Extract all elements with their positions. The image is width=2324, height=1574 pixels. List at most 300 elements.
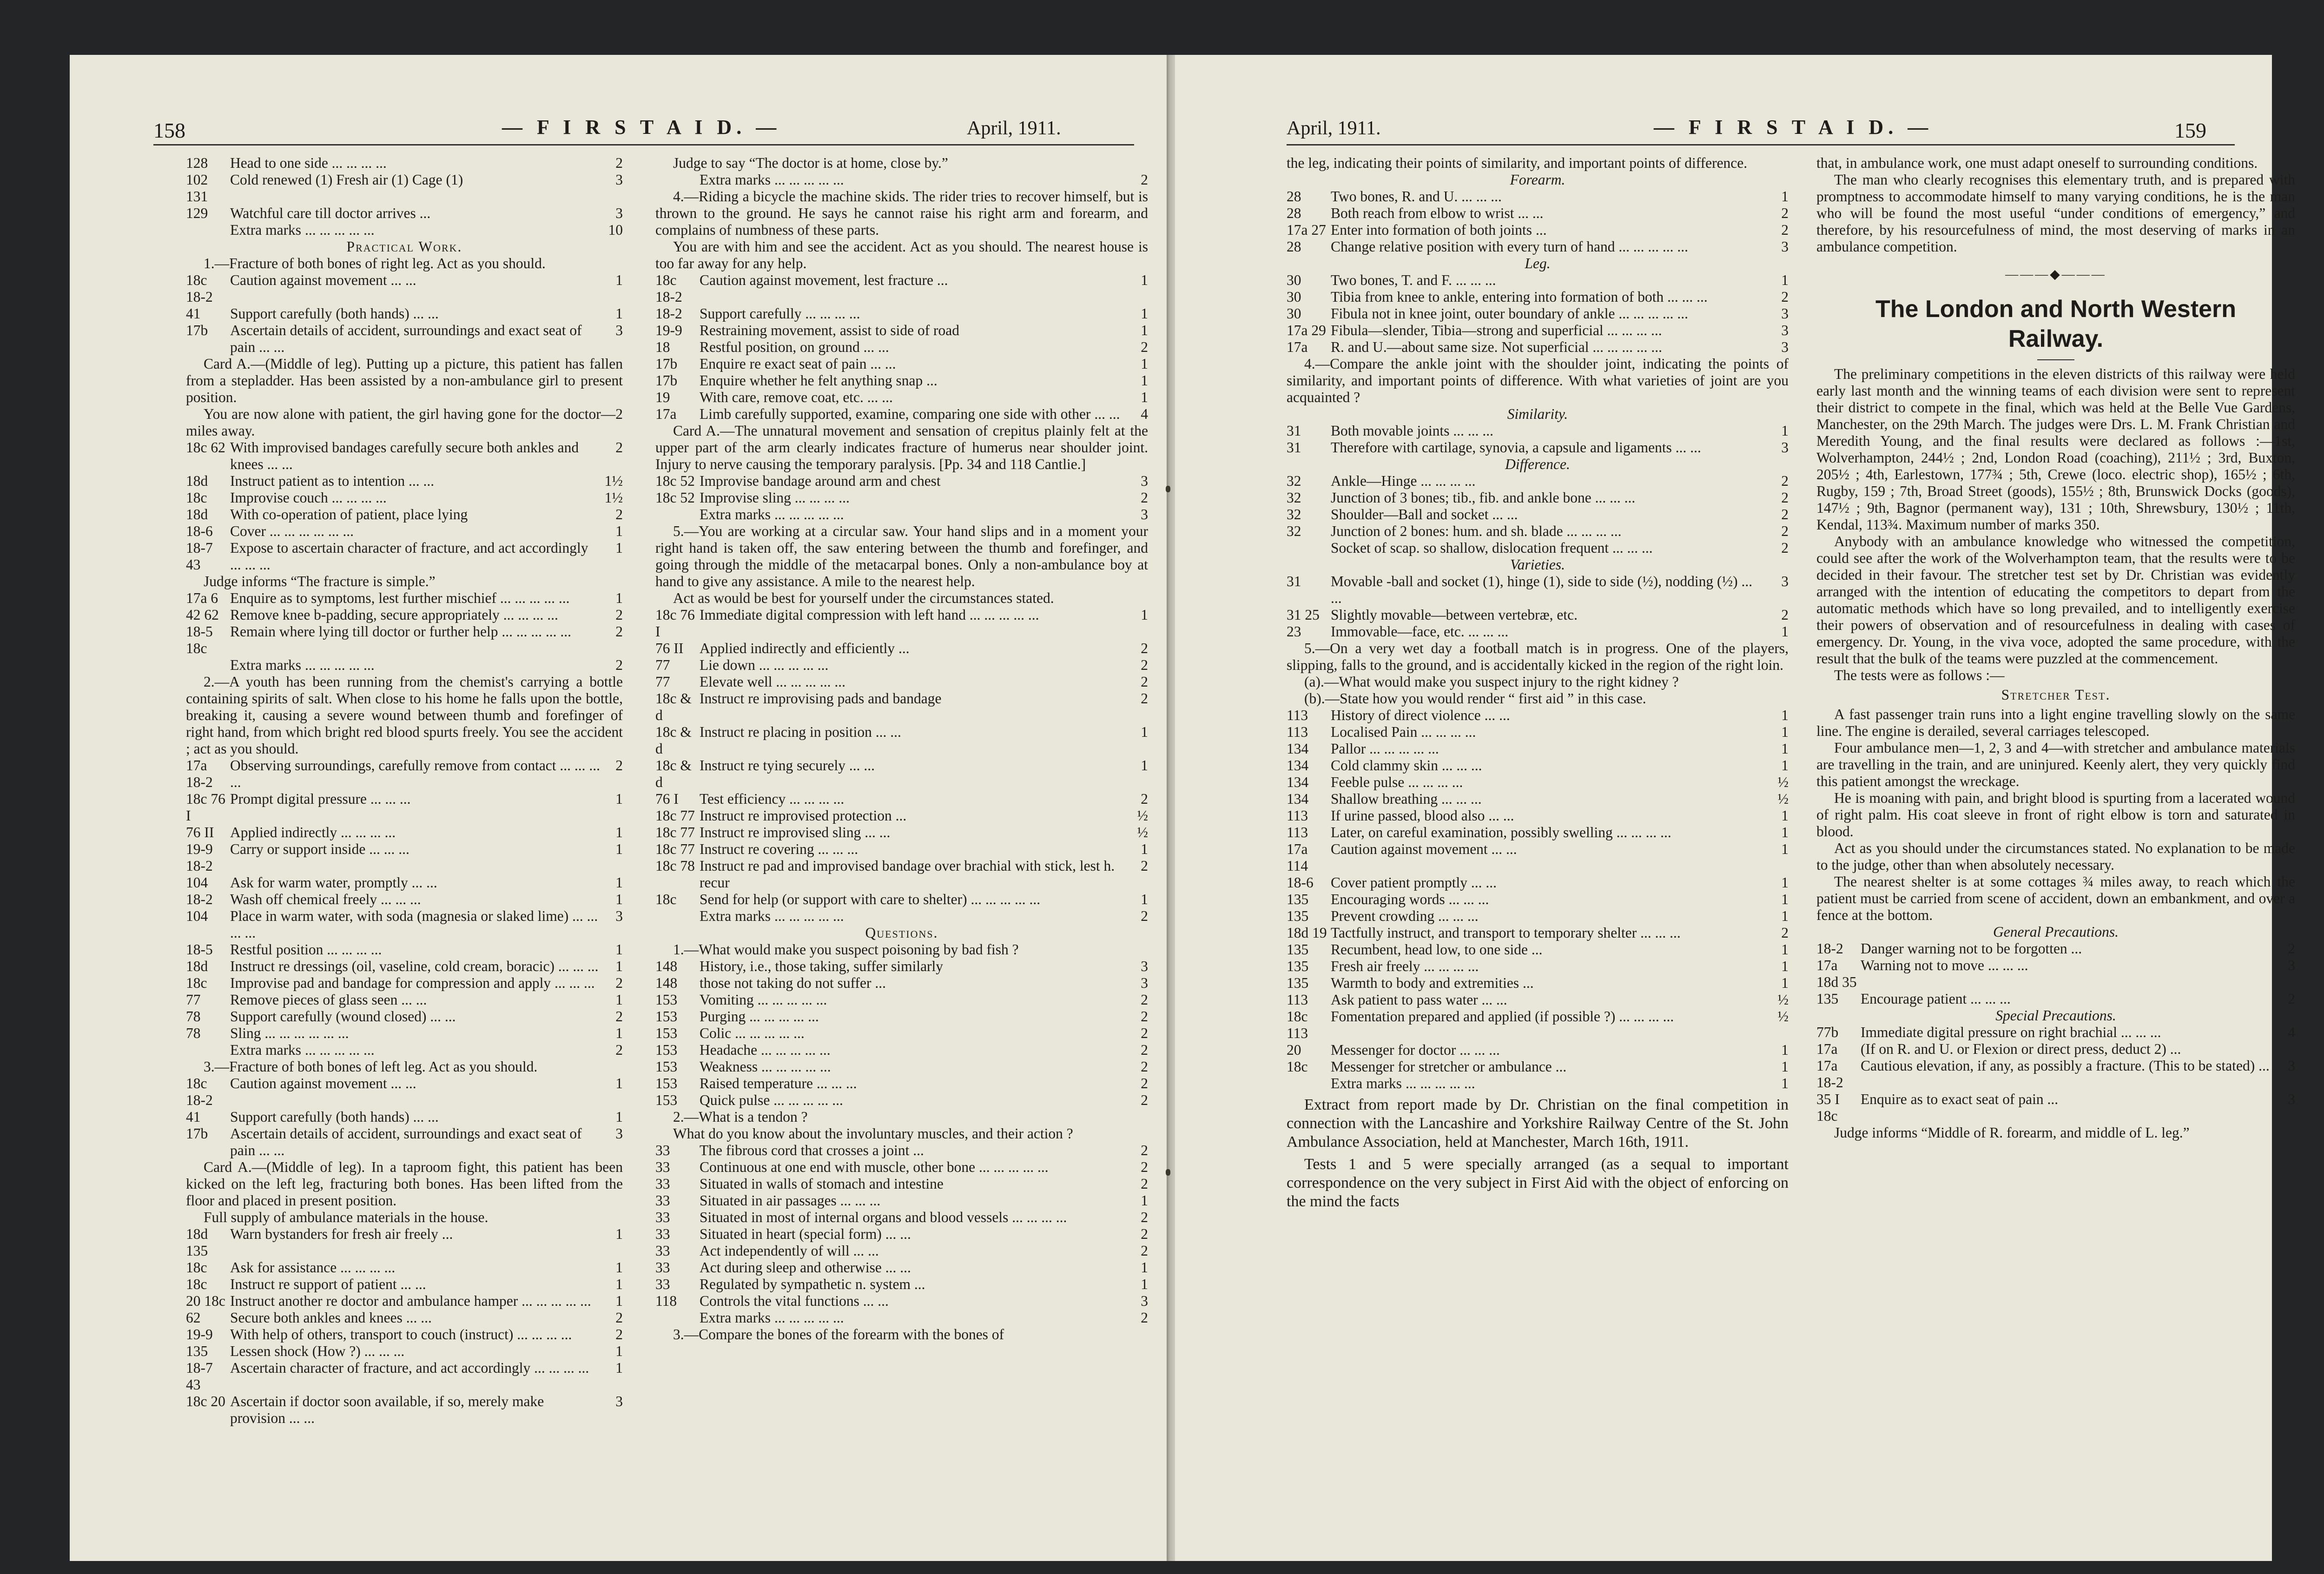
marking-description: Ascertain character of fracture, and act accordingly ... ... ... ... (230, 1360, 589, 1376)
reference-code: 17b (655, 356, 678, 372)
reference-code: 18c 18-2 (655, 272, 682, 305)
stretcher-paragraph: A fast passenger train runs into a light engine travelling slowly on the same line. The engine is derailed, several carriages telescoped. (1816, 706, 2295, 739)
reference-code: 32 (1287, 506, 1301, 522)
reference-code: 18-2 (186, 891, 213, 907)
marking-description: Immediate digital compression with left hand ... ... ... ... ... (700, 607, 1039, 623)
marks-value: 1 (1141, 372, 1148, 389)
marking-description: Fomentation prepared and applied (if possible ?) ... ... ... ... (1331, 1008, 1674, 1025)
marking-row (655, 674, 1148, 690)
marks-value: 1 (1781, 623, 1789, 640)
marks-value: 2 (1781, 523, 1789, 539)
marks-value: 2 (1141, 1176, 1148, 1192)
marking-description: Cautious elevation, if any, as possibly a fracture. (This to be stated) ... (1861, 1058, 2270, 1074)
marking-description: Extra marks ... ... ... ... ... (1331, 1075, 1475, 1091)
marking-description: Encourage patient ... ... ... (1861, 991, 2011, 1007)
marks-value: 2 (615, 1309, 623, 1326)
marks-value: 1 (615, 523, 623, 539)
marks-value: ½ (1137, 824, 1148, 840)
marking-row (186, 958, 623, 975)
marks-value: 2 (1781, 289, 1789, 305)
marks-value: 2 (1781, 607, 1789, 623)
marking-description: Restful position, on ground ... ... (700, 339, 889, 355)
marks-value: 1 (1781, 1058, 1789, 1075)
marks-value: ½ (1777, 774, 1789, 790)
marking-row (186, 1259, 623, 1276)
marking-row (1287, 188, 1789, 205)
reference-code: 18d (186, 473, 208, 489)
marking-description: Remain where lying till doctor or further help ... ... ... ... ... (230, 623, 571, 640)
right-column-1 (1287, 155, 1789, 1211)
reference-code: 18 (655, 339, 670, 355)
marks-value: 1 (1141, 322, 1148, 338)
marks-value: 2 (1141, 1025, 1148, 1041)
reference-code: 62 (186, 1309, 201, 1326)
reference-code: 33 (655, 1192, 670, 1209)
marking-row (186, 1309, 623, 1326)
marks-value: 2 (1141, 172, 1148, 188)
marking-description: Continuous at one end with muscle, other bone ... ... ... ... ... (700, 1159, 1049, 1175)
marking-description: Watchful care till doctor arrives ... (230, 205, 431, 221)
marking-row (1287, 489, 1789, 506)
report-paragraph: Tests 1 and 5 were specially arranged (as a sequal to important correspondence on the very subject in First Aid with the object of enforcing on the mind the facts (1287, 1156, 1789, 1210)
marking-row (1287, 305, 1789, 322)
marking-description: Shoulder—Ball and socket ... ... (1331, 506, 1518, 522)
marks-value: 1 (1781, 741, 1789, 757)
marking-description: With co-operation of patient, place lying (230, 506, 468, 522)
marks-value: 3 (1781, 339, 1789, 355)
marking-description: Localised Pain ... ... ... ... (1331, 724, 1476, 740)
reference-code: 18c 76 I (186, 791, 225, 824)
marks-value: 1 (1781, 724, 1789, 740)
marking-description: Caution against movement ... ... (230, 272, 416, 288)
marking-row (186, 1360, 623, 1393)
marking-description: Weakness ... ... ... ... ... (700, 1058, 831, 1075)
marking-description: Instruct re improvising pads and bandage (700, 690, 942, 707)
marks-value: 1 (615, 958, 623, 974)
marks-value: 2 (1141, 1075, 1148, 1091)
marking-description: Danger warning not to be forgotten ... (1861, 940, 2082, 957)
marking-row (1287, 473, 1789, 489)
marking-description: Enter into formation of both joints ... (1331, 222, 1547, 238)
marking-row (186, 590, 623, 607)
marks-value: 2 (1141, 992, 1148, 1008)
marking-row (186, 222, 623, 238)
marks-value: 1 (615, 1109, 623, 1125)
reference-code: 30 (1287, 289, 1301, 305)
special-precautions-list (1816, 1024, 2295, 1124)
marking-description: Warning not to move ... ... ... (1861, 957, 2028, 973)
reference-code: 19-9 (655, 322, 682, 338)
marks-value: 1 (1781, 824, 1789, 840)
marking-row (1287, 992, 1789, 1008)
reference-code: 134 (1287, 791, 1309, 807)
marks-value: 2 (1781, 205, 1789, 221)
marks-value: 1 (615, 1293, 623, 1309)
marking-row (655, 807, 1148, 824)
reference-code: 118 (655, 1293, 677, 1309)
marking-description: Immediate digital pressure on right brachial ... ... ... (1861, 1024, 2161, 1040)
marking-row (1287, 1042, 1789, 1058)
reference-code: 30 (1287, 305, 1301, 322)
reference-code: 18c (186, 1259, 207, 1276)
marks-value: 2 (1781, 506, 1789, 522)
marking-row (1287, 841, 1789, 874)
reference-code: 32 (1287, 489, 1301, 506)
reference-code: 19-9 18-2 (186, 841, 213, 874)
marking-row (655, 1075, 1148, 1092)
marking-description: Cold renewed (1) Fresh air (1) Cage (1) (230, 172, 463, 188)
marking-description: With help of others, transport to couch (instruct) ... ... ... ... (230, 1326, 572, 1343)
reference-code: 135 (1816, 991, 1839, 1007)
marking-description: Extra marks ... ... ... ... ... (230, 1042, 375, 1058)
marking-description: Test efficiency ... ... ... ... (700, 791, 845, 807)
reference-code: 20 (1287, 1042, 1301, 1058)
marking-description: Support carefully (both hands) ... ... (230, 305, 439, 322)
paragraph: 1.—Fracture of both bones of right leg. Act as you should. (204, 255, 546, 271)
reference-code (186, 1042, 230, 1058)
marking-row (186, 1393, 623, 1427)
marking-description: Ankle—Hinge ... ... ... ... (1331, 473, 1476, 489)
marks-value: 1 (1781, 188, 1789, 205)
reference-code: 153 (655, 1042, 678, 1058)
marks-value: 2 (2288, 940, 2295, 957)
stretcher-paragraph: He is moaning with pain, and bright blood is spurting from a lacerated wound of right palm. His coat sleeve in front of right elbow is torn and saturated in blood. (1816, 790, 2295, 840)
reference-code: 77b (1816, 1024, 1839, 1040)
marking-row (1287, 506, 1789, 523)
marks-value: 1 (1141, 356, 1148, 372)
marks-value: 1 (1781, 757, 1789, 774)
reference-code: 113 (1287, 992, 1308, 1008)
marks-value: 2 (1781, 540, 1789, 556)
marking-description: Warn bystanders for fresh air freely ... (230, 1226, 453, 1242)
reference-code: 76 I (655, 791, 679, 807)
marking-row (1287, 807, 1789, 824)
reference-code: 41 (186, 1109, 201, 1125)
marking-description: History, i.e., those taking, suffer similarly (700, 958, 944, 974)
marks-value: 2 (615, 155, 623, 171)
marking-description: Instruct re tying securely ... ... (700, 757, 875, 774)
reference-code: 18c (1287, 1058, 1308, 1075)
reference-code: 148 (655, 958, 678, 974)
marking-description: Quick pulse ... ... ... ... ... (700, 1092, 843, 1108)
marking-description: Restraining movement, assist to side of road (700, 322, 960, 338)
article-paragraph: The preliminary competitions in the eleven districts of this railway were held early last month and the winning teams of each division were sent to represent their district to compete in the final, which was held at the Belle Vue Gardens, Manchester, on the 29th March. The judges were Drs. L. M. Frank Christian and Meredith Young, and the final results were declared as follows :—1st, Wolverhampton, 244½ ; 2nd, London Road (coaching), 211½ ; 3rd, Buxton, 205½ ; 4th, Earlestown, 177¾ ; 5th, Crewe (loco. electric shop), 165½ ; 6th, Rugby, 159 ; 7th, Broad Street (goods), 155½ ; 8th, Brunswick Docks (goods), 147½ ; 9th, Bagnor (permanent way), 131 ; 10th, Shrewsbury, 130½ ; 11th, Kendal, 113¾. Maximum number of marks 350. (1816, 366, 2295, 533)
marks-value: 10 (608, 222, 623, 238)
reference-code: 104 (186, 874, 208, 891)
marking-description: Prompt digital pressure ... ... ... (230, 791, 411, 807)
marking-description: Ascertain if doctor soon available, if so, merely make provision ... ... (230, 1393, 544, 1426)
marking-description: Vomiting ... ... ... ... ... (700, 992, 827, 1008)
marking-row (655, 1092, 1148, 1109)
marking-description: Act independently of will ... ... (700, 1243, 879, 1259)
reference-code: 135 (1287, 891, 1309, 907)
reference-code (186, 222, 230, 238)
marks-value: 1 (615, 272, 623, 288)
marking-row (655, 791, 1148, 807)
reference-code: 18c (186, 489, 207, 506)
marks-value: 3 (1141, 473, 1148, 489)
marking-row (186, 540, 623, 573)
marks-value: 3 (1781, 322, 1789, 338)
marking-row (655, 690, 1148, 724)
marking-description: Caution against movement ... ... (1331, 841, 1517, 857)
marking-row (1287, 607, 1789, 623)
reference-code: 17a (655, 406, 677, 422)
reference-code: 17b (186, 322, 208, 338)
marking-row (655, 824, 1148, 841)
marking-description: Caution against movement, lest fracture ... (700, 272, 948, 288)
marks-value: 3 (1781, 573, 1789, 589)
marks-value: 1 (615, 1025, 623, 1041)
marking-description: Socket of scap. so shallow, dislocation frequent ... ... ... (1331, 540, 1653, 556)
marks-value: 3 (615, 205, 623, 221)
marking-row (1287, 707, 1789, 724)
marking-description: Messenger for stretcher or ambulance ... (1331, 1058, 1567, 1075)
marking-row (1287, 908, 1789, 925)
marking-row (186, 607, 623, 623)
marks-value: 1 (615, 305, 623, 322)
marks-value: 1 (1781, 891, 1789, 907)
reference-code: 33 (655, 1276, 670, 1292)
reference-code: 18-6 (186, 523, 213, 539)
marking-description: Head to one side ... ... ... ... (230, 155, 387, 171)
marks-value: 1 (615, 590, 623, 606)
marking-row (655, 1058, 1148, 1075)
reference-code: 113 (1287, 724, 1308, 740)
marking-row (655, 506, 1148, 523)
marks-value: 1 (1781, 958, 1789, 974)
reference-code: 78 (186, 1008, 201, 1025)
marking-row (1287, 824, 1789, 841)
marks-value: 3 (2288, 957, 2295, 973)
marking-row (1287, 975, 1789, 992)
closing-note: Judge informs “Middle of R. forearm, and middle of L. leg.” (1834, 1124, 2190, 1141)
marking-row (186, 1276, 623, 1293)
marking-description: Ask for assistance ... ... ... ... (230, 1259, 396, 1276)
marking-description: Change relative position with every turn of hand ... ... ... ... ... (1331, 238, 1688, 255)
reference-code: 18c 52 (655, 489, 695, 506)
reference-code: 135 (186, 1343, 208, 1359)
paragraph: 3.—Fracture of both bones of left leg. Act as you should. (204, 1058, 538, 1075)
paragraph: 5.—On a very wet day a football match is in progress. One of the players, slipping, falls to the ground, and is accidentally kicked in the region of the right loin. (1287, 640, 1789, 673)
marking-row (655, 1142, 1148, 1159)
marking-description: Tibia from knee to ankle, entering into formation of both ... ... ... (1331, 289, 1708, 305)
marks-value: 2 (1781, 222, 1789, 238)
reference-code (655, 1309, 700, 1326)
marking-row (655, 607, 1148, 640)
reference-code: 102 131 (186, 172, 208, 205)
marking-description: Restful position ... ... ... ... (230, 941, 382, 958)
reference-code: 31 25 (1287, 607, 1320, 623)
marking-row (1287, 941, 1789, 958)
marks-value: 1 (1781, 1075, 1789, 1091)
subheading: Forearm. (1510, 172, 1565, 188)
subheading: Leg. (1525, 255, 1551, 271)
running-title: — F I R S T A I D. — (502, 116, 781, 139)
subheading: Varieties. (1510, 556, 1565, 573)
reference-code: 113 (1287, 824, 1308, 840)
reference-code: 41 (186, 305, 201, 322)
marking-row (1816, 991, 2295, 1007)
marking-description: Situated in heart (special form) ... ... (700, 1226, 911, 1242)
marking-description: Expose to ascertain character of fracture, and act accordingly ... ... ... (230, 540, 588, 573)
marking-description: Situated in most of internal organs and blood vessels ... ... ... ... (700, 1209, 1067, 1225)
marking-row (186, 439, 623, 473)
marking-description: Send for help (or support with care to shelter) ... ... ... ... ... (700, 891, 1041, 907)
marking-row (655, 1176, 1148, 1192)
marks-value: ½ (1137, 807, 1148, 824)
marks-value: 2 (615, 657, 623, 673)
marking-description: Applied indirectly ... ... ... ... (230, 824, 396, 840)
marking-row (655, 891, 1148, 908)
reference-code (186, 657, 230, 674)
marks-value: 2 (1141, 690, 1148, 707)
marking-description: Purging ... ... ... ... ... (700, 1008, 819, 1025)
marks-value: 1½ (604, 473, 623, 489)
general-precautions-heading: General Precautions. (1993, 924, 2119, 940)
reference-code: 18c 77 (655, 824, 695, 840)
paragraph: 2.—A youth has been running from the chemist's carrying a bottle containing spirits of salt. When close to his home he falls upon the bottle, breaking it, causing a severe wound between thumb and forefinger of right hand, from which bright red blood spurts freely. You see the accident ; act as you should. (186, 674, 623, 757)
special-precautions-heading: Special Precautions. (1995, 1007, 2116, 1024)
reference-code: 17a 29 (1287, 322, 1326, 338)
marks-value: 2 (1141, 791, 1148, 807)
marking-description: Enquire re exact seat of pain ... ... (700, 356, 896, 372)
marking-row (1287, 1075, 1789, 1092)
left-column-2 (655, 155, 1148, 1343)
reference-code: 42 62 (186, 607, 219, 623)
reference-code: 17a 18-2 (1816, 1058, 1843, 1091)
marks-value: 1 (615, 1276, 623, 1292)
marking-row (1816, 957, 2295, 991)
reference-code (1287, 1075, 1331, 1092)
paragraph: 4.—Riding a bicycle the machine skids. The rider tries to recover himself, but is thrown to the ground. He says he cannot raise his right arm and forearm, and complains of numbness of these parts. (655, 188, 1148, 238)
marks-value: 1 (1781, 908, 1789, 924)
marking-row (1287, 741, 1789, 757)
marking-row (1816, 940, 2295, 957)
marking-description: Recumbent, head low, to one side ... (1331, 941, 1543, 958)
marking-description: (If on R. and U. or Flexion or direct press, deduct 2) ... (1861, 1041, 2181, 1057)
marking-row (655, 1042, 1148, 1058)
marking-description: Remove pieces of glass seen ... ... (230, 992, 427, 1008)
paragraph: 3.—Compare the bones of the forearm with the bones of (673, 1326, 1004, 1343)
reference-code: 17a 114 (1287, 841, 1308, 874)
reference-code: 17a 18-2 (186, 757, 213, 790)
marking-row (186, 1042, 623, 1058)
marking-row (655, 1226, 1148, 1243)
marks-value: 1 (1781, 941, 1789, 958)
marking-row (186, 1109, 623, 1125)
article-paragraph: Anybody with an ambulance knowledge who witnessed the competition, could see after the work of the Wolverhampton team, that the results were to be decided in their favour. The stretcher test set by Dr. Christian was evidently arranged with the intention of educating the competitors to depart from the automatic methods which have so long prevailed, and to intelligently exercise their powers of observation and of resourcefulness in dealing with cases of emergency. Dr. Young, in the viva voce, adopted the same procedure, with the result that the bulk of the teams were puzzled at the commencement. (1816, 533, 2295, 667)
marking-row (186, 1025, 623, 1042)
marks-value: 1 (1141, 272, 1148, 288)
marking-description: Both movable joints ... ... ... (1331, 423, 1493, 439)
marks-value: 2 (1141, 489, 1148, 506)
reference-code: 18c (186, 975, 207, 991)
intro-paragraph: The man who clearly recognises this elementary truth, and is prepared with promptness to accommodate himself to many varying conditions, he is the man who will be found the most useful “under conditions of emergency,” and therefore, by his resourcefulness of mind, the most deserving of marks in an ambulance competition. (1816, 172, 2295, 255)
reference-code: 17a 27 (1287, 222, 1326, 238)
reference-code: 134 (1287, 741, 1309, 757)
marks-value: 1 (1141, 757, 1148, 774)
reference-code: 33 (655, 1142, 670, 1158)
marking-description: Situated in air passages ... ... ... (700, 1192, 881, 1209)
marking-row (186, 1293, 623, 1309)
marking-description: If urine passed, blood also ... ... (1331, 807, 1514, 824)
marking-row (186, 322, 623, 356)
marking-row (655, 841, 1148, 858)
marks-value: 2 (1141, 1226, 1148, 1242)
marking-description: Fibula—slender, Tibia—strong and superficial ... ... ... ... (1331, 322, 1662, 338)
marking-row (186, 1125, 623, 1159)
marks-value: 2 (1141, 657, 1148, 673)
reference-code: 18-2 (1816, 940, 1843, 957)
reference-code: 17a 6 (186, 590, 218, 606)
marks-value: 1 (1781, 841, 1789, 857)
reference-code: 18c 76 I (655, 607, 695, 640)
marking-description: Colic ... ... ... ... ... (700, 1025, 805, 1041)
reference-code: 17b (655, 372, 678, 389)
marking-description: Carry or support inside ... ... ... (230, 841, 409, 857)
marking-description: Support carefully (wound closed) ... ... (230, 1008, 456, 1025)
marks-value: 1 (1141, 1259, 1148, 1276)
reference-code: 18c & d (655, 690, 692, 723)
general-precautions-list (1816, 940, 2295, 1007)
marks-value: 2 (1141, 858, 1148, 874)
marking-description: Ask patient to pass water ... ... (1331, 992, 1507, 1008)
marking-description: Fresh air freely ... ... ... ... (1331, 958, 1479, 974)
marks-value: 1 (1781, 975, 1789, 991)
article-title: The London and North Western Railway. (1875, 296, 2237, 352)
marks-value: 1 (615, 1360, 623, 1376)
subheading: Difference. (1505, 456, 1570, 472)
marks-value: 2 (615, 623, 623, 640)
paragraph: 4.—Compare the ankle joint with the shoulder joint, indicating the points of similarity, and important points of difference. With what varieties of joint are you acquainted ? (1287, 356, 1789, 405)
marks-value: 2 (615, 1008, 623, 1025)
marks-value: 3 (615, 322, 623, 338)
paragraph: 5.—You are working at a circular saw. Your hand slips and in a moment your right hand is taken off, the saw entering between the thumb and forefinger, and going through the middle of the metacarpal bones. Only a non-ambulance boy at hand to give any assistance. A mile to the nearest help. (655, 523, 1148, 589)
marking-row (655, 1259, 1148, 1276)
marking-row (655, 1008, 1148, 1025)
marking-row (186, 473, 623, 489)
marks-value: 2 (615, 757, 623, 774)
marks-value: 2 (615, 1326, 623, 1343)
marking-description: Instruct re covering ... ... ... (700, 841, 858, 857)
marks-value: 3 (1141, 506, 1148, 522)
reference-code: 18c (655, 891, 677, 907)
marking-description: Improvise sling ... ... ... ... (700, 489, 850, 506)
marking-description: Enquire whether he felt anything snap ... (700, 372, 938, 389)
marking-row (655, 473, 1148, 489)
marking-row (186, 506, 623, 523)
reference-code: 18c 62 (186, 439, 225, 456)
right-column-2 (1816, 155, 2295, 1141)
binding-mark (1166, 486, 1170, 492)
subheading: Similarity. (1507, 406, 1568, 422)
marking-description: Extra marks ... ... ... ... ... (700, 172, 844, 188)
marking-description: History of direct violence ... ... (1331, 707, 1510, 723)
marking-description: Instruct re improvised sling ... ... (700, 824, 891, 840)
paragraph: Act as would be best for yourself under the circumstances stated. (673, 590, 1054, 606)
marking-row (655, 339, 1148, 356)
reference-code: 18-2 (655, 305, 682, 322)
marks-value: 1 (615, 1075, 623, 1091)
marking-row (186, 172, 623, 205)
reference-code (1287, 540, 1331, 556)
marking-row (655, 1192, 1148, 1209)
marking-description: Therefore with cartilage, synovia, a capsule and ligaments ... ... (1331, 439, 1701, 456)
marking-description: Extra marks ... ... ... ... ... (700, 506, 844, 522)
marks-value: 1 (615, 941, 623, 958)
marking-description: Observing surroundings, carefully remove from contact ... ... ... ... (230, 757, 601, 790)
